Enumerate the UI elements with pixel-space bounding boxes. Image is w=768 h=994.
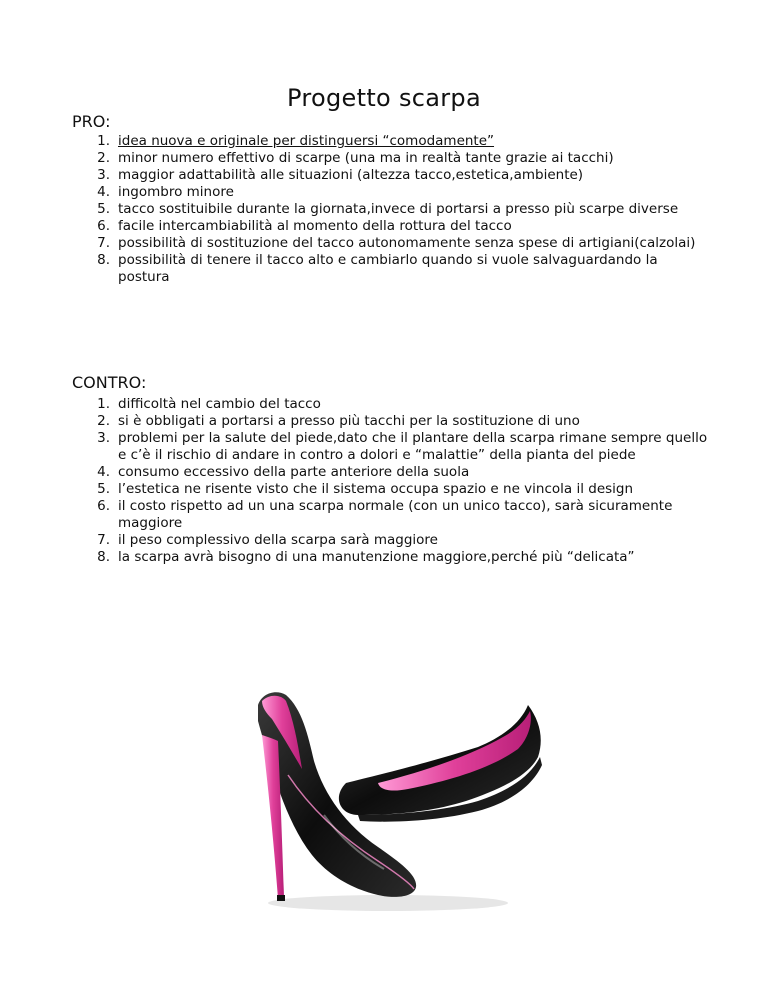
list-item-text: difficoltà nel cambio del tacco bbox=[118, 396, 321, 412]
list-item: 2. si è obbligati a portarsi a presso più tacchi per la sostituzione di uno bbox=[97, 413, 580, 429]
list-item-text: facile intercambiabilità al momento della rottura del tacco bbox=[118, 218, 512, 234]
shadow-shape bbox=[268, 895, 508, 911]
list-item-text: maggior adattabilità alle situazioni (altezza tacco,estetica,ambiente) bbox=[118, 167, 584, 183]
list-item: 5. tacco sostituibile durante la giornata,invece di portarsi a presso più scarpe diverse bbox=[97, 201, 679, 217]
list-item: 2. minor numero effettivo di scarpe (una ma in realtà tante grazie ai tacchi) bbox=[97, 150, 614, 166]
contro-list bbox=[72, 396, 712, 566]
list-item-text: problemi per la salute del piede,dato che il plantare della scarpa rimane sempre quello e c’è il rischio di andare in contro a dolori e “malattie” della pianta del piede bbox=[118, 430, 708, 463]
pro-heading: PRO: bbox=[72, 112, 111, 131]
list-item-text: tacco sostituibile durante la giornata,invece di portarsi a presso più scarpe diverse bbox=[118, 201, 679, 217]
list-item: 6. il costo rispetto ad un una scarpa normale (con un unico tacco), sarà sicuramente maggiore bbox=[97, 498, 673, 531]
list-item: 1. difficoltà nel cambio del tacco bbox=[97, 396, 321, 412]
list-item-text: minor numero effettivo di scarpe (una ma in realtà tante grazie ai tacchi) bbox=[118, 150, 614, 166]
list-item-text: si è obbligati a portarsi a presso più tacchi per la sostituzione di uno bbox=[118, 413, 580, 429]
list-item: 4. consumo eccessivo della parte anteriore della suola bbox=[97, 464, 470, 480]
page-title: Progetto scarpa bbox=[287, 84, 481, 112]
list-item-text: possibilità di sostituzione del tacco autonomamente senza spese di artigiani(calzolai) bbox=[118, 235, 696, 251]
pro-list bbox=[72, 133, 712, 286]
list-item: 5. l’estetica ne risente visto che il sistema occupa spazio e ne vincola il design bbox=[97, 481, 634, 497]
list-item-text: idea nuova e originale per distinguersi “comodamente” bbox=[118, 133, 495, 149]
list-item-text: il peso complessivo della scarpa sarà maggiore bbox=[118, 532, 438, 548]
contro-heading: CONTRO: bbox=[72, 373, 147, 392]
list-item: 3. problemi per la salute del piede,dato che il plantare della scarpa rimane sempre quello e c’è il rischio di andare in contro a dolori e “malattie” della pianta del piede bbox=[97, 430, 708, 463]
list-item-text: ingombro minore bbox=[118, 184, 234, 200]
back-shoe-body bbox=[339, 705, 541, 815]
list-item-text: l’estetica ne risente visto che il sistema occupa spazio e ne vincola il design bbox=[118, 481, 634, 497]
list-item-text: possibilità di tenere il tacco alto e cambiarlo quando si vuole salvaguardando la postura bbox=[118, 252, 658, 285]
list-item-text: il costo rispetto ad un una scarpa normale (con un unico tacco), sarà sicuramente maggiore bbox=[118, 498, 673, 531]
list-item: 8. la scarpa avrà bisogno di una manutenzione maggiore,perché più “delicata” bbox=[97, 549, 635, 565]
list-item-text: la scarpa avrà bisogno di una manutenzione maggiore,perché più “delicata” bbox=[118, 549, 635, 565]
list-item: 8. possibilità di tenere il tacco alto e cambiarlo quando si vuole salvaguardando la postura bbox=[97, 252, 658, 285]
list-item: 4. ingombro minore bbox=[97, 184, 234, 200]
list-item: 7. il peso complessivo della scarpa sarà maggiore bbox=[97, 532, 438, 548]
list-item: 3. maggior adattabilità alle situazioni (altezza tacco,estetica,ambiente) bbox=[97, 167, 584, 183]
list-item: 1. idea nuova e originale per distinguersi “comodamente” bbox=[97, 133, 495, 149]
list-item-text: consumo eccessivo della parte anteriore della suola bbox=[118, 464, 470, 480]
list-item: 7. possibilità di sostituzione del tacco autonomamente senza spese di artigiani(calzolai) bbox=[97, 235, 696, 251]
list-item: 6. facile intercambiabilità al momento della rottura del tacco bbox=[97, 218, 512, 234]
shoes-illustration bbox=[228, 665, 558, 925]
heel-tip bbox=[277, 895, 285, 901]
